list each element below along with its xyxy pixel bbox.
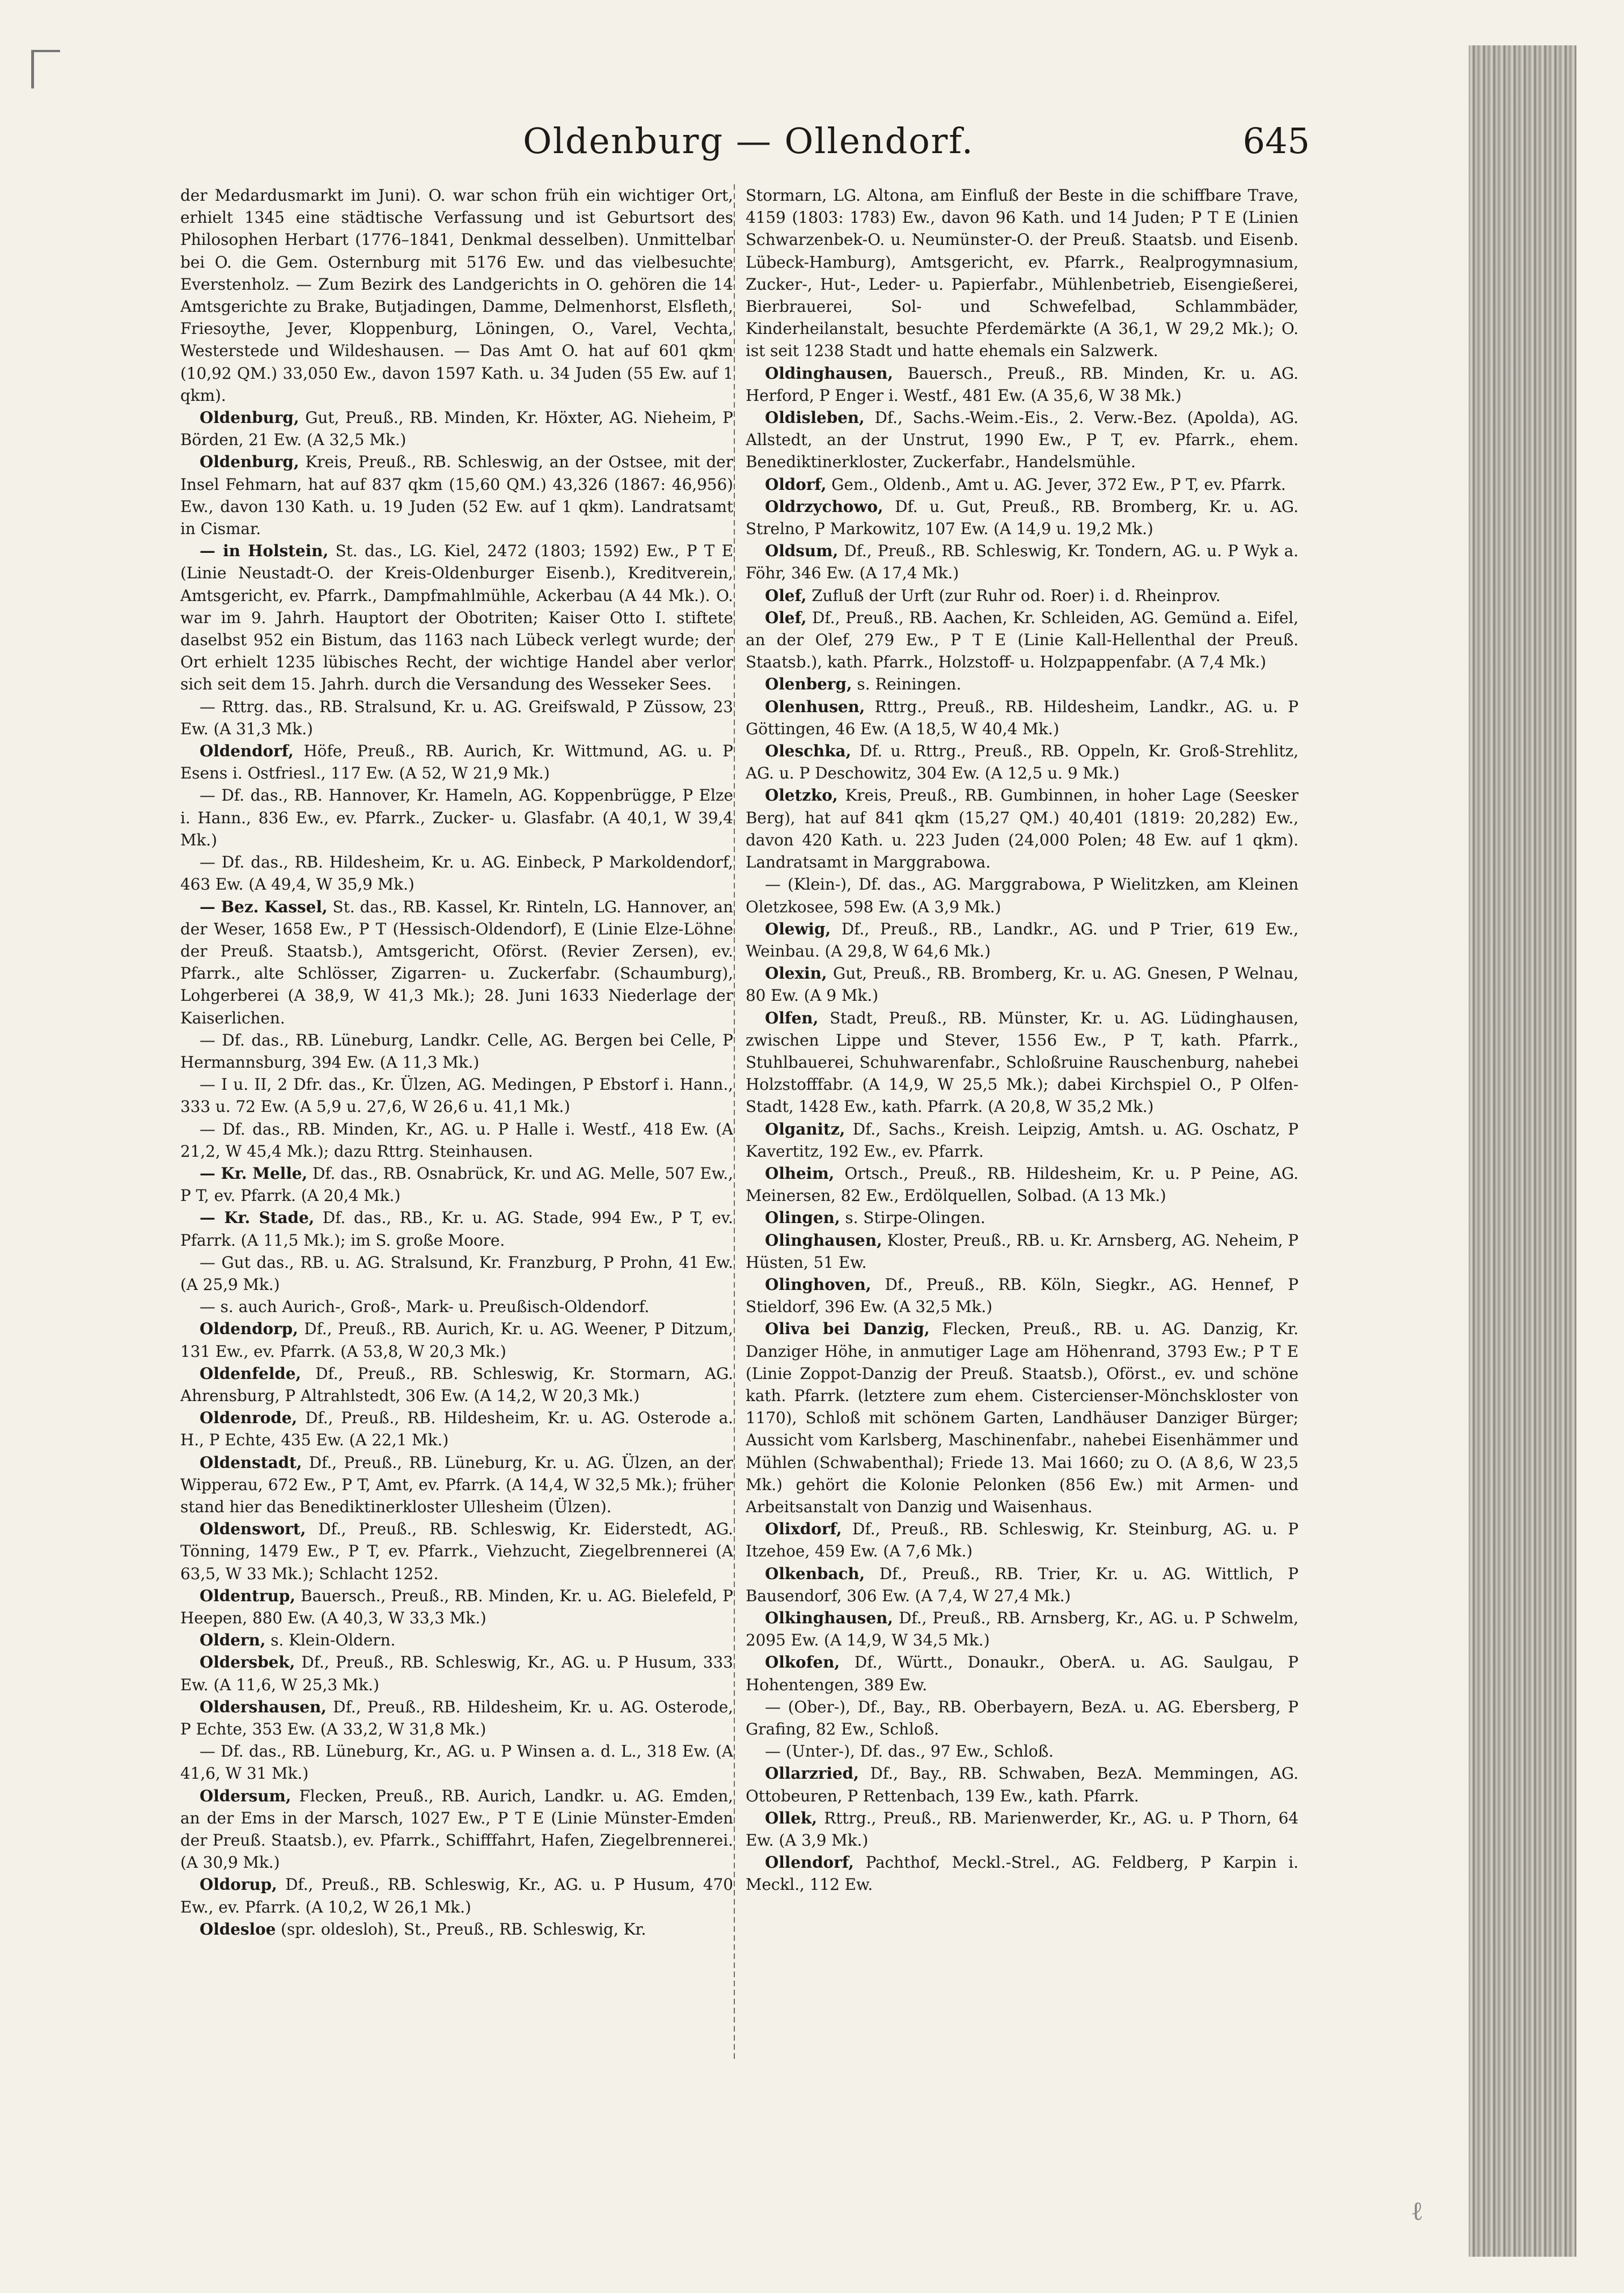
entry-text: Df., Preuß., RB. Schleswig, Kr. Tondern, AG. u. P Wyk a. Föhr, 346 Ew. (A 17,4 Mk.)	[746, 541, 1299, 583]
entry-text: (spr. oldesloh), St., Preuß., RB. Schleswig, Kr.	[276, 1919, 646, 1939]
entry-text: — I u. II, 2 Dfr. das., Kr. Ülzen, AG. Medingen, P Ebstorf i. Hann., 333 u. 72 Ew. (A 5,9 u. 27,6, W 26,6 u. 41,1 Mk.)	[180, 1075, 733, 1116]
entry-headword: Oldrzychowo,	[765, 497, 883, 516]
entry-text: Df. u. Rttrg., Preuß., RB. Oppeln, Kr. Groß-Strehlitz, AG. u. P Deschowitz, 304 Ew. (A 12,5 u. 9 Mk.)	[746, 742, 1299, 783]
dictionary-entry	[746, 1740, 1299, 1762]
entry-text: — (Klein-), Df. das., AG. Marggrabowa, P Wielitzken, am Kleinen Oletzkosee, 598 Ew. (A 3,9 Mk.)	[746, 875, 1299, 916]
entry-text: Df., Preuß., RB. Schleswig, Kr. Steinburg, AG. u. P Itzehoe, 459 Ew. (A 7,6 Mk.)	[746, 1520, 1299, 1561]
corner-mark	[31, 50, 60, 88]
entry-text: Df., Bay., RB. Schwaben, BezA. Memmingen, AG. Ottobeuren, P Rettenbach, 139 Ew., kath. Pfarrk.	[746, 1764, 1299, 1805]
entry-text: Df., Preuß., RB. Schleswig, Kr. Stormarn, AG. Ahrensburg, P Altrahlstedt, 306 Ew. (A 14,2, W 20,3 Mk.)	[180, 1364, 733, 1405]
entry-text: Df., Preuß., RB. Arnsberg, Kr., AG. u. P Schwelm, 2095 Ew. (A 14,9, W 34,5 Mk.)	[746, 1609, 1299, 1650]
dictionary-entry	[746, 607, 1299, 674]
entry-headword: Oldendorp,	[200, 1319, 298, 1339]
dictionary-entry	[180, 1873, 733, 1918]
dictionary-entry	[180, 1029, 733, 1073]
entry-text: Gem., Oldenb., Amt u. AG. Jever, 372 Ew., P T, ev. Pfarrk.	[826, 475, 1286, 494]
entry-headword: — in Holstein,	[200, 541, 329, 561]
entry-text: Df., Preuß., RB. Hildesheim, Kr. u. AG. Osterode, P Echte, 353 Ew. (A 33,2, W 31,8 Mk.)	[180, 1697, 733, 1739]
entry-headword: Olexin,	[765, 964, 827, 983]
entry-text: Flecken, Preuß., RB. u. AG. Danzig, Kr. Danziger Höhe, in anmutiger Lage am Höhenrand, 3793 Ew.; P T E (Linie Zoppot-Danzig der Preuß. Staatsb.), Oförst., ev. und schöne kath. Pfarrk. (letztere zum ehem. Cistercienser-Mönchskloster von 1170), Schloß mit schönem Garten, Landhäuser Danziger Bürger; Aussicht vom Karlsberg, Maschinenfabr., nahebei Eisenhämmer und Mühlen (Schwabenthal); Friede 13. Mai 1660; zu O. (A 8,6, W 23,5 Mk.) gehört die Kolonie Pelonken (856 Ew.) mit Armen- und Arbeitsanstalt von Danzig und Waisenhaus.	[746, 1319, 1299, 1516]
entry-headword: Oldersbek,	[200, 1653, 295, 1672]
entry-headword: Olkofen,	[765, 1653, 840, 1672]
entry-text: — (Ober-), Df., Bay., RB. Oberbayern, BezA. u. AG. Ebersberg, P Grafing, 82 Ew., Schloß.	[746, 1697, 1299, 1739]
dictionary-entry	[180, 1118, 733, 1162]
entry-text: Pachthof, Meckl.-Strel., AG. Feldberg, P Karpin i. Meckl., 112 Ew.	[746, 1853, 1299, 1894]
page-corner-mark: ℓ	[1411, 2195, 1424, 2226]
entry-headword: Oldershausen,	[200, 1697, 327, 1716]
entry-headword: Olganitz,	[765, 1119, 845, 1139]
dictionary-entry	[746, 873, 1299, 917]
dictionary-entry	[746, 784, 1299, 873]
entry-text: Df., Preuß., RB. Köln, Siegkr., AG. Hennef, P Stieldorf, 396 Ew. (A 32,5 Mk.)	[746, 1275, 1299, 1317]
page-header	[187, 120, 1310, 177]
entry-headword: Olewig,	[765, 919, 831, 938]
entry-headword: Ollendorf,	[765, 1853, 854, 1872]
dictionary-entry	[180, 896, 733, 1029]
entry-headword: — Kr. Stade,	[200, 1208, 315, 1228]
dictionary-entry	[180, 1785, 733, 1874]
entry-headword: — Kr. Melle,	[200, 1164, 308, 1183]
dictionary-entry	[180, 1740, 733, 1784]
dictionary-entry	[746, 673, 1299, 695]
entry-text: Df., Preuß., RB. Aurich, Kr. u. AG. Weener, P Ditzum, 131 Ew., ev. Pfarrk. (A 53,8, W 20,3 Mk.)	[180, 1319, 733, 1361]
entry-text: — Df. das., RB. Hannover, Kr. Hameln, AG. Koppenbrügge, P Elze i. Hann., 836 Ew., ev. Pfarrk., Zucker- u. Glasfabr. (A 40,1, W 39,4 Mk.)	[180, 786, 733, 849]
entry-text: Kreis, Preuß., RB. Gumbinnen, in hoher Lage (Seesker Berg), hat auf 841 qkm (15,27 QM.) 40,401 (1819: 20,282) Ew., davon 420 Kath. u. 223 Juden (24,000 Polen; 48 Ew. auf 1 qkm). Landratsamt in Marggrabowa.	[746, 786, 1299, 872]
dictionary-entry	[746, 1229, 1299, 1274]
dictionary-entry	[746, 1607, 1299, 1651]
dictionary-entry	[180, 1251, 733, 1296]
dictionary-entry	[180, 784, 733, 851]
dictionary-entry	[746, 1807, 1299, 1851]
dictionary-entry	[180, 1518, 733, 1585]
entry-headword: Ollek,	[765, 1808, 817, 1827]
dictionary-entry	[180, 1207, 733, 1251]
entry-text: — Df. das., RB. Lüneburg, Landkr. Celle, AG. Bergen bei Celle, P Hermannsburg, 394 Ew. (A 11,3 Mk.)	[180, 1030, 733, 1072]
entry-headword: Oldisleben,	[765, 408, 865, 428]
column-divider	[734, 184, 735, 2061]
dictionary-entry	[746, 1851, 1299, 1896]
entry-text: Df. das., RB., Kr. u. AG. Stade, 994 Ew., P T, ev. Pfarrk. (A 11,5 Mk.); im S. große Moore.	[180, 1208, 733, 1250]
dictionary-entry	[746, 1007, 1299, 1118]
entry-headword: Oldendorf,	[200, 742, 294, 761]
dictionary-entry	[746, 740, 1299, 784]
dictionary-entry	[746, 540, 1299, 584]
dictionary-entry	[180, 1162, 733, 1207]
entry-text: s. Stirpe-Olingen.	[840, 1208, 986, 1228]
entry-text: Höfe, Preuß., RB. Aurich, Kr. Wittmund, AG. u. P Esens i. Ostfriesl., 117 Ew. (A 52, W 21,9 Mk.)	[180, 742, 733, 783]
entry-text: s. Klein-Oldern.	[265, 1631, 396, 1650]
entry-headword: Olfen,	[765, 1008, 819, 1027]
entry-headword: Olheim,	[765, 1164, 835, 1183]
dictionary-entry	[746, 696, 1299, 740]
entry-headword: Olef,	[765, 608, 807, 627]
entry-text: Df., Preuß., RB. Lüneburg, Kr. u. AG. Ülzen, an der Wipperau, 672 Ew., P T, Amt, ev. Pfarrk. (A 14,4, W 32,5 Mk.); früher stand hier das Benediktinerkloster Ullesheim (Ülzen).	[180, 1453, 733, 1516]
entry-text: Df., Württ., Donaukr., OberA. u. AG. Saulgau, P Hohentengen, 389 Ew.	[746, 1653, 1299, 1694]
dictionary-entry	[746, 496, 1299, 540]
dictionary-entry	[746, 918, 1299, 962]
entry-headword: Olinghoven,	[765, 1275, 872, 1294]
entry-headword: Olenhusen,	[765, 697, 865, 716]
dictionary-entry	[180, 1585, 733, 1629]
entry-headword: Oldersum,	[200, 1786, 291, 1805]
dictionary-entry	[746, 184, 1299, 362]
entry-headword: Olixdorf,	[765, 1520, 842, 1539]
entry-text: Df., Preuß., RB., Landkr., AG. und P Trier, 619 Ew., Weinbau. (A 29,8, W 64,6 Mk.)	[746, 919, 1299, 961]
dictionary-entry	[180, 540, 733, 695]
entry-text: — (Unter-), Df. das., 97 Ew., Schloß.	[765, 1742, 1054, 1761]
entry-headword: Oldenswort,	[200, 1520, 306, 1539]
entry-text: St. das., LG. Kiel, 2472 (1803; 1592) Ew., P T E (Linie Neustadt-O. der Kreis-Oldenburger Eisenb.), Kreditverein, Amtsgericht, ev. Pfarrk., Dampfmahlmühle, Ackerbau (A 44 Mk.). O. war im 9. Jahrh. Hauptort der Obotriten; Kaiser Otto I. stiftete daselbst 952 ein Bistum, das 1163 nach Lübeck verlegt wurde; der Ort erhielt 1235 lübisches Recht, der wichtige Handel aber verlor sich seit dem 15. Jahrh. durch die Versandung des Wesseker Sees.	[180, 541, 733, 694]
entry-text: Kloster, Preuß., RB. u. Kr. Arnsberg, AG. Neheim, P Hüsten, 51 Ew.	[746, 1230, 1299, 1272]
dictionary-entry	[180, 1918, 733, 1940]
entry-headword: Olingen,	[765, 1208, 840, 1228]
entry-text: — Df. das., RB. Lüneburg, Kr., AG. u. P Winsen a. d. L., 318 Ew. (A 41,6, W 31 Mk.)	[180, 1742, 733, 1783]
entry-text: — Gut das., RB. u. AG. Stralsund, Kr. Franzburg, P Prohn, 41 Ew. (A 25,9 Mk.)	[180, 1253, 733, 1294]
running-title: Oldenburg — Ollendorf.	[523, 120, 974, 162]
entry-text: Gut, Preuß., RB. Minden, Kr. Höxter, AG. Nieheim, P Börden, 21 Ew. (A 32,5 Mk.)	[180, 408, 733, 450]
entry-text: — Rttrg. das., RB. Stralsund, Kr. u. AG. Greifswald, P Züssow, 23 Ew. (A 31,3 Mk.)	[180, 697, 733, 738]
page-number: 645	[1242, 120, 1310, 162]
entry-text: Ortsch., Preuß., RB. Hildesheim, Kr. u. P Peine, AG. Meinersen, 82 Ew., Erdölquellen, Solbad. (A 13 Mk.)	[746, 1164, 1299, 1205]
dictionary-entry	[180, 1073, 733, 1118]
entry-text: Df., Preuß., RB. Trier, Kr. u. AG. Wittlich, P Bausendorf, 306 Ew. (A 7,4, W 27,4 Mk.)	[746, 1564, 1299, 1605]
dictionary-entry	[746, 1162, 1299, 1207]
entry-text: Df. u. Gut, Preuß., RB. Bromberg, Kr. u. AG. Strelno, P Markowitz, 107 Ew. (A 14,9 u. 19,2 Mk.)	[746, 497, 1299, 539]
entry-headword: Ollarzried,	[765, 1764, 859, 1783]
dictionary-entry	[180, 696, 733, 740]
dictionary-entry	[746, 1762, 1299, 1807]
entry-headword: Oldenstadt,	[200, 1453, 302, 1472]
dictionary-entry	[180, 1651, 733, 1695]
entry-text: Zufluß der Urft (zur Ruhr od. Roer) i. d. Rheinprov.	[806, 586, 1221, 605]
entry-headword: Olenberg,	[765, 675, 852, 694]
dictionary-entry	[180, 451, 733, 540]
dictionary-entry	[746, 473, 1299, 496]
entry-headword: Olkinghausen,	[765, 1609, 893, 1627]
entry-headword: Olkenbach,	[765, 1564, 865, 1583]
entry-headword: Oldenburg,	[200, 452, 299, 472]
page-edge-shadow	[1469, 45, 1576, 2257]
dictionary-entry	[746, 1696, 1299, 1740]
entry-headword: Oldern,	[200, 1631, 266, 1650]
entry-text: — Df. das., RB. Minden, Kr., AG. u. P Halle i. Westf., 418 Ew. (A 21,2, W 45,4 Mk.); dazu Rttrg. Steinhausen.	[180, 1119, 733, 1161]
entry-headword: Oldorf,	[765, 475, 827, 494]
entry-text: Flecken, Preuß., RB. Aurich, Landkr. u. AG. Emden, an der Ems in der Marsch, 1027 Ew., P T E (Linie Münster-Emden der Preuß. Staatsb.), ev. Pfarrk., Schifffahrt, Hafen, Ziegelbrennerei. (A 30,9 Mk.)	[180, 1786, 733, 1872]
entry-headword: Oldenfelde,	[200, 1364, 302, 1383]
entry-headword: Oliva bei Danzig,	[765, 1319, 930, 1339]
dictionary-entry	[180, 1318, 733, 1362]
left-column	[180, 184, 733, 2061]
entry-text: der Medardusmarkt im Juni). O. war schon früh ein wichtiger Ort, erhielt 1345 eine städtische Verfassung und ist Geburtsort des Philosophen Herbart (1776–1841, Denkmal desselben). Unmittelbar bei O. die Gem. Osternburg mit 5176 Ew. und das vielbesuchte Everstenholz. — Zum Bezirk des Landgerichts in O. gehören die 14 Amtsgerichte zu Brake, Butjadingen, Damme, Delmenhorst, Elsfleth, Friesoythe, Jever, Kloppenburg, Löningen, O., Varel, Vechta, Westerstede und Wildeshausen. — Das Amt O. hat auf 601 qkm (10,92 QM.) 33,050 Ew., davon 1597 Kath. u. 34 Juden (55 Ew. auf 1 qkm).	[180, 186, 733, 405]
entry-text: Kreis, Preuß., RB. Schleswig, an der Ostsee, mit der Insel Fehmarn, hat auf 837 qkm (15,60 QM.) 43,326 (1867: 46,956) Ew., davon 130 Kath. u. 19 Juden (52 Ew. auf 1 qkm). Landratsamt in Cismar.	[180, 452, 733, 539]
entry-headword: Oldinghausen,	[765, 363, 894, 383]
dictionary-entry	[746, 407, 1299, 473]
entry-headword: Oldentrup,	[200, 1586, 295, 1605]
entry-text: Df., Sachs.-Weim.-Eis., 2. Verw.-Bez. (Apolda), AG. Allstedt, an der Unstrut, 1990 Ew., P T, ev. Pfarrk., ehem. Benediktinerkloster, Zuckerfabr., Handelsmühle.	[746, 408, 1299, 472]
dictionary-entry	[180, 1629, 733, 1651]
entry-headword: Oldenburg,	[200, 408, 299, 428]
entry-headword: — Bez. Kassel,	[200, 897, 328, 916]
entry-text: St. das., RB. Kassel, Kr. Rinteln, LG. Hannover, an der Weser, 1658 Ew., P T (Hessisch-Oldendorf), E (Linie Elze-Löhne der Preuß. Staatsb.), Amtsgericht, Oförst. (Revier Zersen), ev. Pfarrk., alte Schlösser, Zigarren- u. Zuckerfabr. (Schaumburg), Lohgerberei (A 38,9, W 41,3 Mk.); 28. Juni 1633 Niederlage der Kaiserlichen.	[180, 897, 733, 1027]
entry-text: — s. auch Aurich-, Groß-, Mark- u. Preußisch-Oldendorf.	[200, 1297, 650, 1317]
entry-text: Stormarn, LG. Altona, am Einfluß der Beste in die schiffbare Trave, 4159 (1803: 1783) Ew., davon 96 Kath. und 14 Juden; P T E (Linien Schwarzenbek-O. u. Neumünster-O. der Preuß. Staatsb. und Eisenb. Lübeck-Hamburg), Amtsgericht, ev. Pfarrk., Realprogymnasium, Zucker-, Hut-, Leder- u. Papierfabr., Mühlenbetrieb, Eisengießerei, Bierbrauerei, Sol- und Schwefelbad, Schlammbäder, Kinderheilanstalt, besuchte Pferdemärkte (A 36,1, W 29,2 Mk.); O. ist seit 1238 Stadt und hatte ehemals ein Salzwerk.	[746, 186, 1299, 361]
dictionary-entry	[746, 1651, 1299, 1695]
entry-headword: Oldorup,	[200, 1875, 277, 1894]
entry-headword: Oldenrode,	[200, 1408, 298, 1428]
entry-text: Df., Preuß., RB. Schleswig, Kr., AG. u. P Husum, 333 Ew. (A 11,6, W 25,3 Mk.)	[180, 1653, 733, 1694]
dictionary-entry	[180, 1696, 733, 1740]
dictionary-entry	[746, 1274, 1299, 1318]
dictionary-entry	[746, 1318, 1299, 1518]
entry-text: Bauersch., Preuß., RB. Minden, Kr. u. AG. Herford, P Enger i. Westf., 481 Ew. (A 35,6, W 38 Mk.)	[746, 363, 1299, 405]
entry-text: Df., Preuß., RB. Aachen, Kr. Schleiden, AG. Gemünd a. Eifel, an der Olef, 279 Ew., P T E (Linie Kall-Hellenthal der Preuß. Staatsb.), kath. Pfarrk., Holzstoff- u. Holzpappenfabr. (A 7,4 Mk.)	[746, 608, 1299, 672]
dictionary-entry	[746, 1518, 1299, 1562]
dictionary-entry	[180, 1296, 733, 1318]
dictionary-entry	[180, 407, 733, 451]
dictionary-entry	[180, 184, 733, 407]
entry-text: Rttrg., Preuß., RB. Marienwerder, Kr., AG. u. P Thorn, 64 Ew. (A 3,9 Mk.)	[746, 1808, 1299, 1850]
dictionary-entry	[746, 962, 1299, 1006]
dictionary-entry	[746, 1563, 1299, 1607]
dictionary-entry	[746, 1207, 1299, 1229]
entry-text: Bauersch., Preuß., RB. Minden, Kr. u. AG. Bielefeld, P Heepen, 880 Ew. (A 40,3, W 33,3 Mk.)	[180, 1586, 733, 1627]
entry-headword: Oleschka,	[765, 742, 852, 761]
dictionary-entry	[180, 740, 733, 784]
dictionary-entry	[180, 1452, 733, 1518]
entry-headword: Oletzko,	[765, 786, 838, 805]
entry-text: Gut, Preuß., RB. Bromberg, Kr. u. AG. Gnesen, P Welnau, 80 Ew. (A 9 Mk.)	[746, 964, 1299, 1005]
entry-text: Rttrg., Preuß., RB. Hildesheim, Landkr., AG. u. P Göttingen, 46 Ew. (A 18,5, W 40,4 Mk.)	[746, 697, 1299, 738]
entry-headword: Oldsum,	[765, 541, 839, 561]
entry-text: Stadt, Preuß., RB. Münster, Kr. u. AG. Lüdinghausen, zwischen Lippe und Stever, 1556 Ew., P T, kath. Pfarrk., Stuhlbauerei, Schuhwarenfabr., Schloßruine Rauschenburg, nahebei Holzstofffabr. (A 14,9, W 25,5 Mk.); dabei Kirchspiel O., P Olfen-Stadt, 1428 Ew., kath. Pfarrk. (A 20,8, W 35,2 Mk.)	[746, 1008, 1299, 1116]
dictionary-entry	[180, 1407, 733, 1451]
entry-text: Df., Preuß., RB. Hildesheim, Kr. u. AG. Osterode a. H., P Echte, 435 Ew. (A 22,1 Mk.)	[180, 1408, 733, 1450]
dictionary-entry	[180, 851, 733, 895]
entry-headword: Oldesloe	[200, 1919, 276, 1939]
entry-headword: Olef,	[765, 586, 807, 605]
entry-text: — Df. das., RB. Hildesheim, Kr. u. AG. Einbeck, P Markoldendorf, 463 Ew. (A 49,4, W 35,9 Mk.)	[180, 853, 733, 894]
entry-text: Df., Preuß., RB. Schleswig, Kr., AG. u. P Husum, 470 Ew., ev. Pfarrk. (A 10,2, W 26,1 Mk.)	[180, 1875, 733, 1917]
entry-text: Df., Sachs., Kreish. Leipzig, Amtsh. u. AG. Oschatz, P Kavertitz, 192 Ew., ev. Pfarrk.	[746, 1119, 1299, 1161]
dictionary-entry	[180, 1363, 733, 1407]
dictionary-entry	[746, 585, 1299, 607]
dictionary-entry	[746, 1118, 1299, 1162]
dictionary-entry	[746, 362, 1299, 407]
right-column	[746, 184, 1299, 2061]
entry-text: Df. das., RB. Osnabrück, Kr. und AG. Melle, 507 Ew., P T, ev. Pfarrk. (A 20,4 Mk.)	[180, 1164, 733, 1205]
entry-text: s. Reiningen.	[852, 675, 962, 694]
entry-headword: Olinghausen,	[765, 1230, 882, 1250]
entry-text: Df., Preuß., RB. Schleswig, Kr. Eiderstedt, AG. Tönning, 1479 Ew., P T, ev. Pfarrk., Viehzucht, Ziegelbrennerei (A 63,5, W 33 Mk.); Schlacht 1252.	[180, 1520, 733, 1583]
